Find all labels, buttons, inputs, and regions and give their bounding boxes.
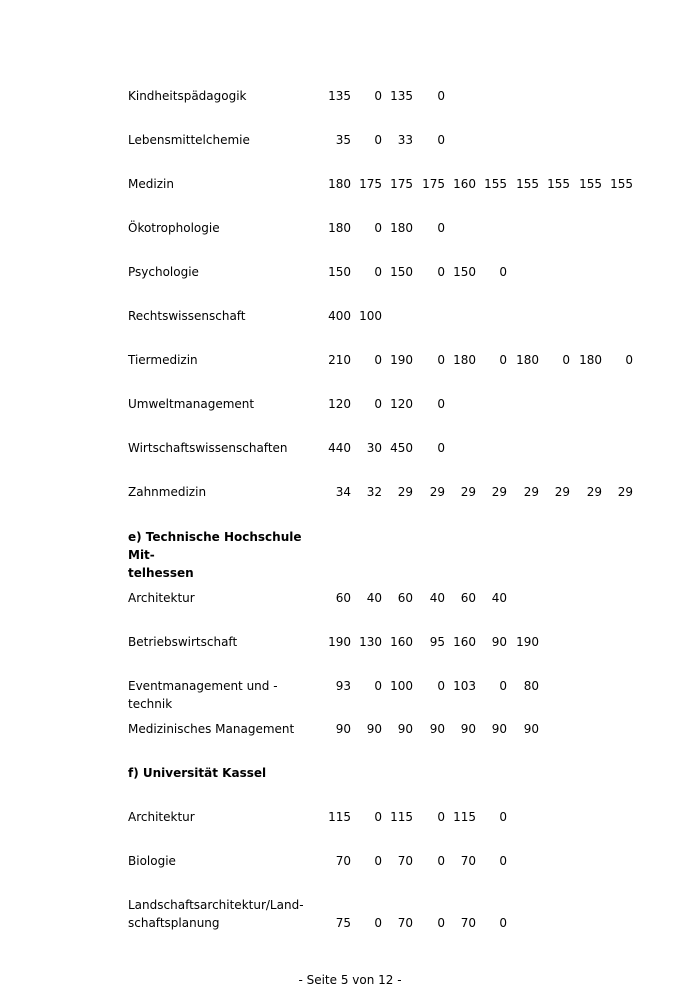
value-cell: 130 xyxy=(359,635,382,649)
value-cell: 70 xyxy=(460,916,476,930)
value-cell: 0 xyxy=(374,133,382,147)
value-cell: 29 xyxy=(491,485,507,499)
value-cell: 0 xyxy=(374,916,382,930)
value-cell: 0 xyxy=(437,133,445,147)
value-cell: 0 xyxy=(437,353,445,367)
value-cell: 35 xyxy=(335,133,351,147)
row-label: Zahnmedizin xyxy=(128,485,207,499)
value-cell: 60 xyxy=(335,591,351,605)
value-cell: 150 xyxy=(390,265,413,279)
value-cell: 155 xyxy=(547,177,570,191)
value-cell: 32 xyxy=(366,485,382,499)
value-cell: 440 xyxy=(328,441,351,455)
value-cell: 29 xyxy=(617,485,633,499)
section-heading: e) Technische Hochschule Mit- telhessen xyxy=(128,530,302,580)
row-label: Eventmanagement und -technik xyxy=(128,679,278,711)
value-cell: 120 xyxy=(328,397,351,411)
value-cell: 155 xyxy=(579,177,602,191)
value-cell: 180 xyxy=(516,353,539,367)
value-cell: 90 xyxy=(429,722,445,736)
value-cell: 0 xyxy=(437,679,445,693)
value-cell: 160 xyxy=(453,177,476,191)
value-cell: 115 xyxy=(390,810,413,824)
value-cell: 40 xyxy=(366,591,382,605)
row-label: Lebensmittelchemie xyxy=(128,133,250,147)
value-cell: 450 xyxy=(390,441,413,455)
value-cell: 190 xyxy=(328,635,351,649)
value-cell: 135 xyxy=(390,89,413,103)
value-cell: 0 xyxy=(499,353,507,367)
value-cell: 29 xyxy=(586,485,602,499)
value-cell: 90 xyxy=(397,722,413,736)
value-cell: 90 xyxy=(523,722,539,736)
value-cell: 155 xyxy=(610,177,633,191)
value-cell: 0 xyxy=(499,265,507,279)
value-cell: 60 xyxy=(397,591,413,605)
value-cell: 155 xyxy=(484,177,507,191)
value-cell: 155 xyxy=(516,177,539,191)
value-cell: 150 xyxy=(328,265,351,279)
value-cell: 160 xyxy=(390,635,413,649)
row-label: Psychologie xyxy=(128,265,199,279)
value-cell: 180 xyxy=(328,177,351,191)
value-cell: 0 xyxy=(374,353,382,367)
value-cell: 0 xyxy=(374,397,382,411)
value-cell: 180 xyxy=(328,221,351,235)
value-cell: 150 xyxy=(453,265,476,279)
value-cell: 210 xyxy=(328,353,351,367)
value-cell: 70 xyxy=(460,854,476,868)
value-cell: 29 xyxy=(460,485,476,499)
value-cell: 70 xyxy=(397,854,413,868)
row-label: Landschaftsarchitektur/Land- schaftsplanung xyxy=(128,898,304,930)
value-cell: 29 xyxy=(429,485,445,499)
value-cell: 180 xyxy=(390,221,413,235)
value-cell: 90 xyxy=(460,722,476,736)
value-cell: 0 xyxy=(374,89,382,103)
value-cell: 70 xyxy=(397,916,413,930)
value-cell: 103 xyxy=(453,679,476,693)
value-cell: 0 xyxy=(562,353,570,367)
value-cell: 190 xyxy=(516,635,539,649)
row-label: Kindheitspädagogik xyxy=(128,89,247,103)
section-heading: f) Universität Kassel xyxy=(128,766,267,780)
value-cell: 115 xyxy=(453,810,476,824)
value-cell: 93 xyxy=(335,679,351,693)
value-cell: 115 xyxy=(328,810,351,824)
value-cell: 0 xyxy=(499,854,507,868)
value-cell: 135 xyxy=(328,89,351,103)
value-cell: 400 xyxy=(328,309,351,323)
value-cell: 0 xyxy=(374,679,382,693)
value-cell: 0 xyxy=(437,89,445,103)
value-cell: 0 xyxy=(437,854,445,868)
value-cell: 180 xyxy=(453,353,476,367)
value-cell: 90 xyxy=(366,722,382,736)
value-cell: 60 xyxy=(460,591,476,605)
value-cell: 33 xyxy=(397,133,413,147)
value-cell: 190 xyxy=(390,353,413,367)
value-cell: 175 xyxy=(359,177,382,191)
value-cell: 100 xyxy=(390,679,413,693)
value-cell: 29 xyxy=(523,485,539,499)
value-cell: 0 xyxy=(374,221,382,235)
value-cell: 175 xyxy=(422,177,445,191)
value-cell: 0 xyxy=(374,810,382,824)
value-cell: 0 xyxy=(374,854,382,868)
row-label: Umweltmanagement xyxy=(128,397,255,411)
value-cell: 70 xyxy=(335,854,351,868)
value-cell: 160 xyxy=(453,635,476,649)
value-cell: 100 xyxy=(359,309,382,323)
row-label: Medizin xyxy=(128,177,174,191)
value-cell: 0 xyxy=(499,679,507,693)
value-cell: 90 xyxy=(491,635,507,649)
value-cell: 0 xyxy=(437,441,445,455)
value-cell: 120 xyxy=(390,397,413,411)
value-cell: 30 xyxy=(366,441,382,455)
value-cell: 90 xyxy=(491,722,507,736)
value-cell: 95 xyxy=(429,635,445,649)
value-cell: 34 xyxy=(335,485,351,499)
row-label: Betriebswirtschaft xyxy=(128,635,238,649)
value-cell: 175 xyxy=(390,177,413,191)
value-cell: 0 xyxy=(437,916,445,930)
row-label: Medizinisches Management xyxy=(128,722,295,736)
value-cell: 80 xyxy=(523,679,539,693)
value-cell: 0 xyxy=(499,916,507,930)
value-cell: 40 xyxy=(491,591,507,605)
value-cell: 0 xyxy=(437,221,445,235)
value-cell: 90 xyxy=(335,722,351,736)
value-cell: 0 xyxy=(499,810,507,824)
row-label: Architektur xyxy=(128,591,195,605)
value-cell: 0 xyxy=(437,397,445,411)
row-label: Wirtschaftswissenschaften xyxy=(128,441,288,455)
value-cell: 40 xyxy=(429,591,445,605)
value-cell: 0 xyxy=(374,265,382,279)
row-label: Ökotrophologie xyxy=(128,221,220,235)
page-footer: - Seite 5 von 12 - xyxy=(298,973,402,987)
value-cell: 29 xyxy=(554,485,570,499)
row-label: Architektur xyxy=(128,810,195,824)
row-label: Biologie xyxy=(128,854,176,868)
value-cell: 75 xyxy=(335,916,351,930)
value-cell: 0 xyxy=(437,265,445,279)
value-cell: 180 xyxy=(579,353,602,367)
value-cell: 0 xyxy=(437,810,445,824)
row-label: Rechtswissenschaft xyxy=(128,309,246,323)
value-cell: 29 xyxy=(397,485,413,499)
row-label: Tiermedizin xyxy=(128,353,198,367)
value-cell: 0 xyxy=(625,353,633,367)
